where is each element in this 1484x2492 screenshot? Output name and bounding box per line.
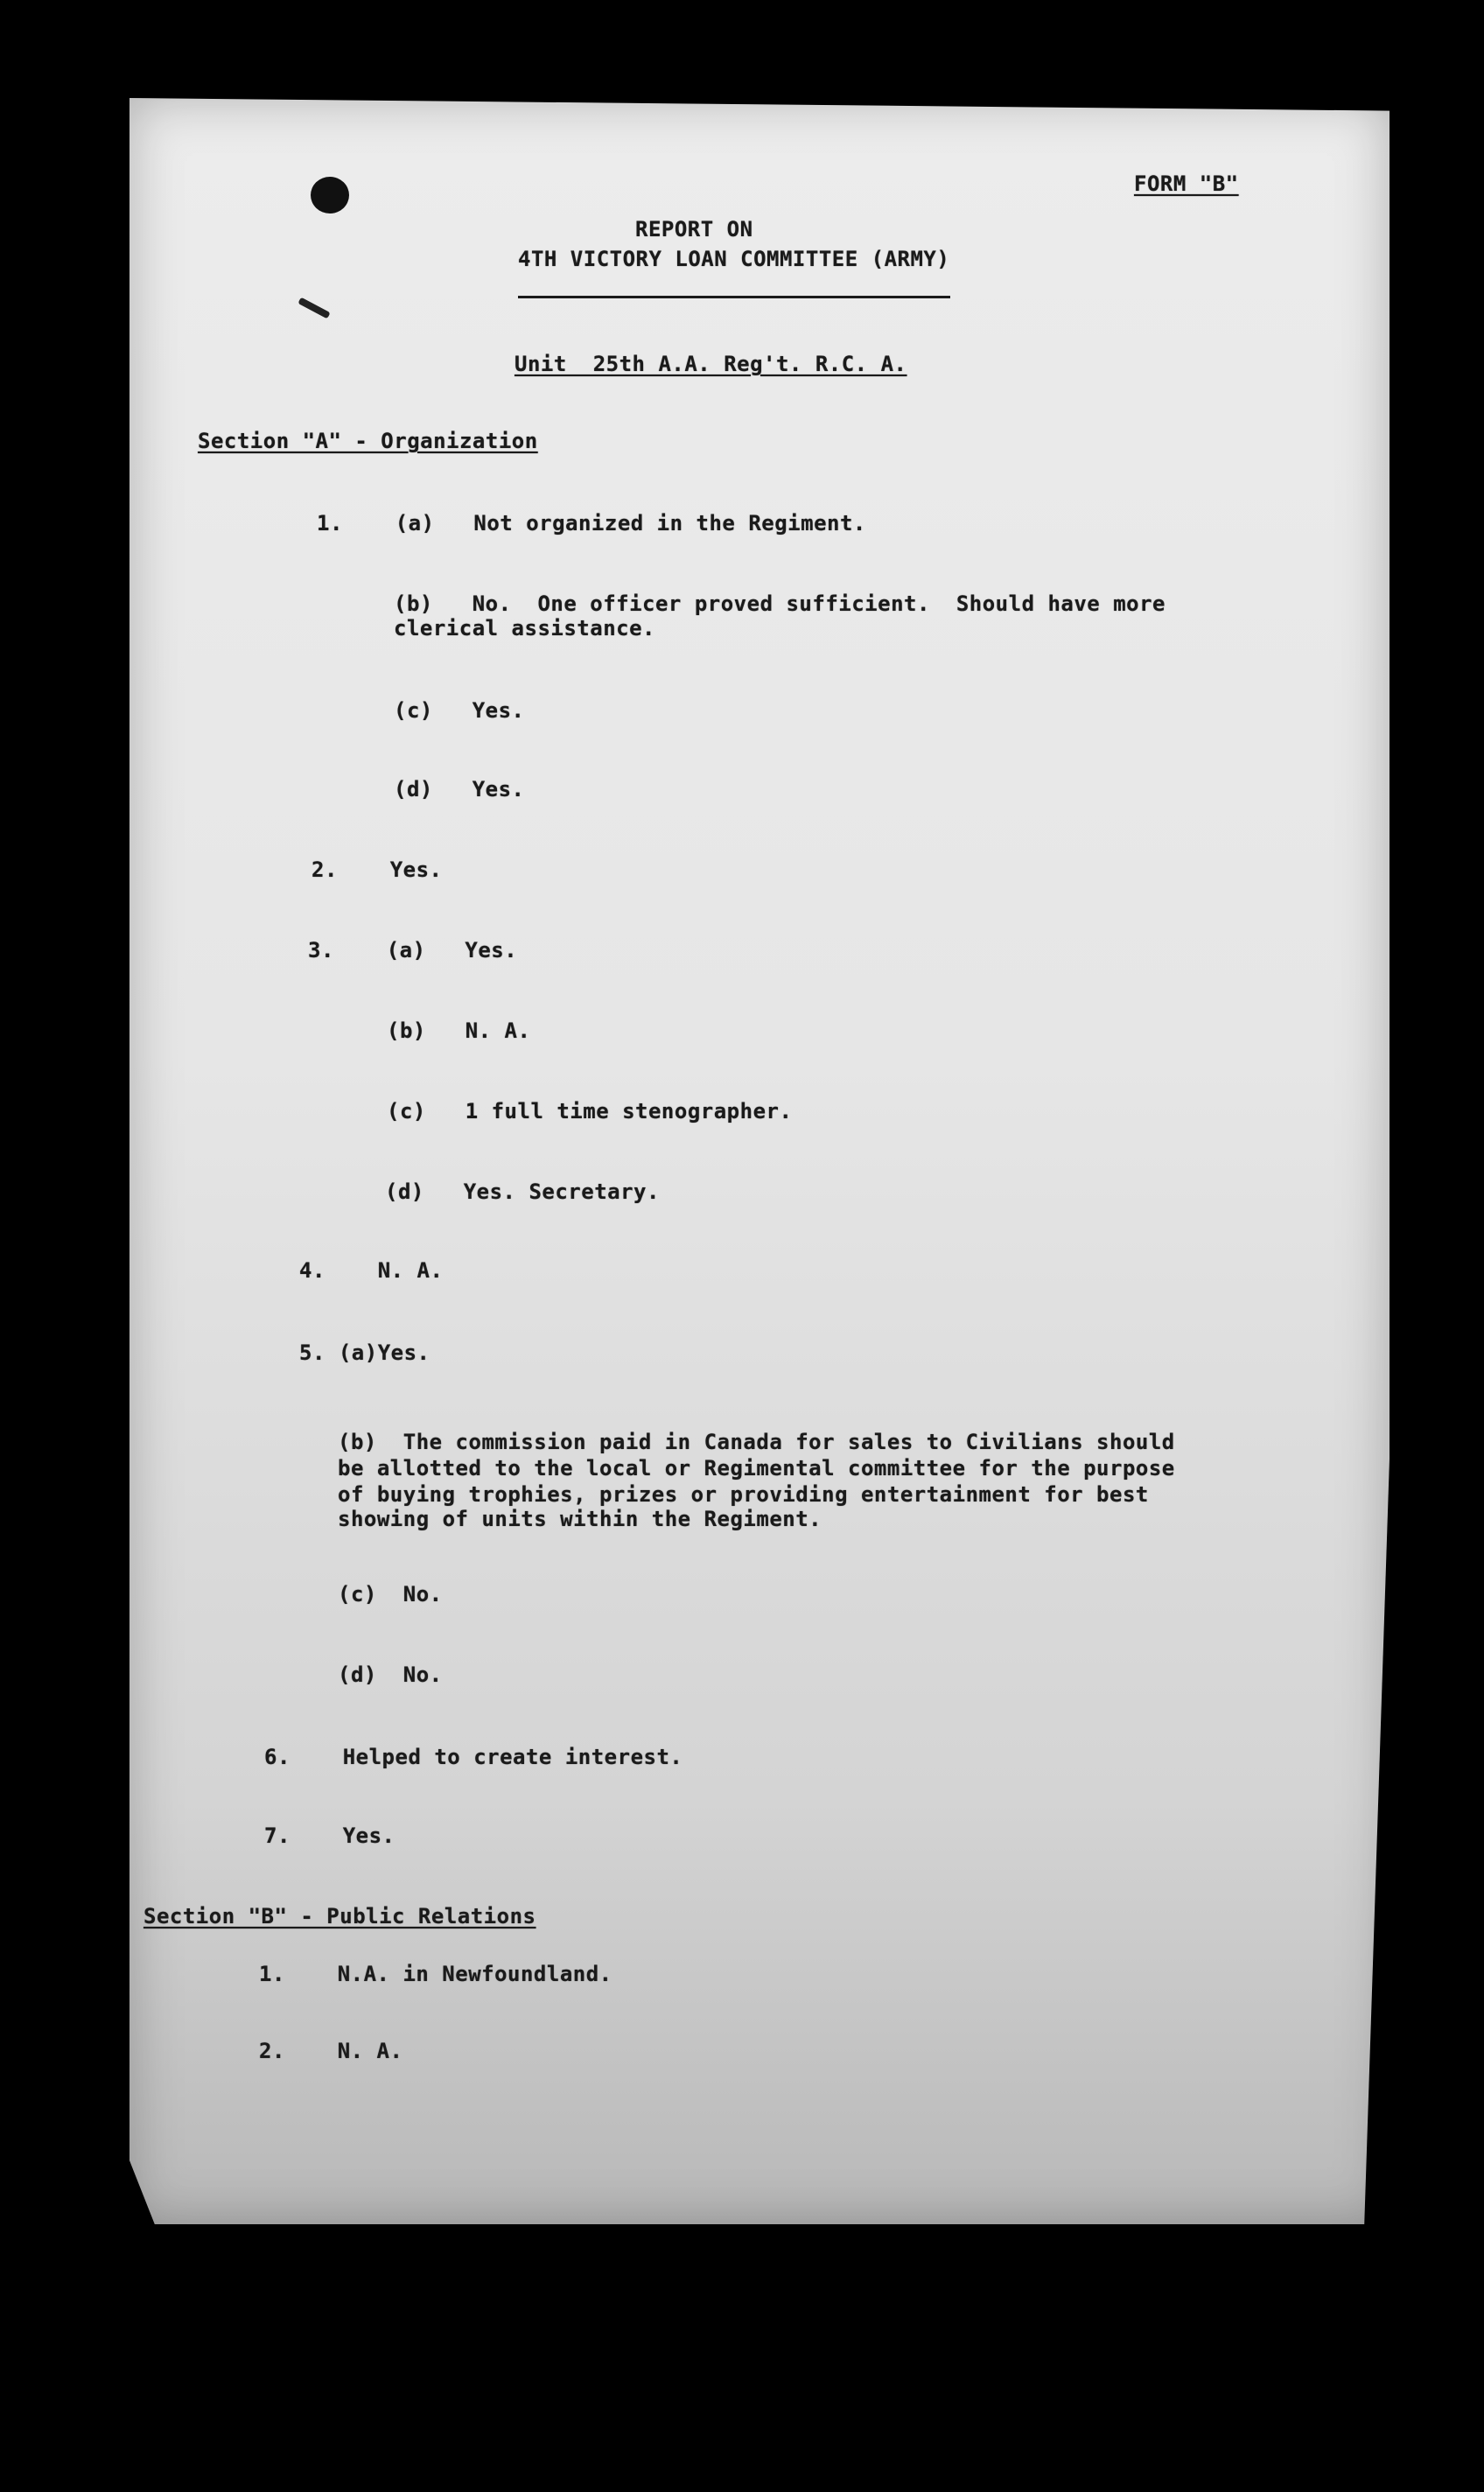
unit-line: Unit 25th A.A. Reg't. R.C. A. bbox=[514, 352, 907, 376]
item-1c: (c) Yes. bbox=[394, 698, 525, 723]
item-5d: (d) No. bbox=[338, 1662, 443, 1687]
item-3a: 3. (a) Yes. bbox=[308, 938, 518, 962]
section-a-title: Section "A" - Organization bbox=[198, 429, 538, 453]
item-3b: (b) N. A. bbox=[387, 1018, 531, 1043]
item-5b-line2: be allotted to the local or Regimental committee for the purpose bbox=[338, 1456, 1175, 1480]
title-rule bbox=[518, 296, 950, 298]
punch-hole bbox=[311, 177, 349, 214]
section-b-title: Section "B" - Public Relations bbox=[144, 1904, 536, 1928]
item-5b-line1: (b) The commission paid in Canada for sales to Civilians should bbox=[338, 1430, 1175, 1454]
form-label: FORM "B" bbox=[1134, 172, 1239, 196]
item-5b-line4: showing of units within the Regiment. bbox=[338, 1507, 822, 1531]
item-3c: (c) 1 full time stenographer. bbox=[387, 1099, 793, 1124]
item-4: 4. N. A. bbox=[299, 1258, 444, 1283]
item-5c: (c) No. bbox=[338, 1582, 443, 1606]
section-b-item-1: 1. N.A. in Newfoundland. bbox=[259, 1962, 612, 1986]
item-1b-line1: (b) No. One officer proved sufficient. Should have more bbox=[394, 592, 1166, 616]
item-5b-line3: of buying trophies, prizes or providing entertainment for best bbox=[338, 1482, 1149, 1507]
item-5a: 5. (a)Yes. bbox=[299, 1340, 430, 1365]
report-title-line2: 4TH VICTORY LOAN COMMITTEE (ARMY) bbox=[518, 247, 950, 271]
section-b-item-2: 2. N. A. bbox=[259, 2039, 403, 2063]
item-1d: (d) Yes. bbox=[394, 777, 525, 802]
item-7: 7. Yes. bbox=[264, 1824, 396, 1848]
item-3d: (d) Yes. Secretary. bbox=[385, 1180, 660, 1204]
item-1a: 1. (a) Not organized in the Regiment. bbox=[317, 511, 866, 536]
item-1b-line2: clerical assistance. bbox=[394, 616, 655, 640]
item-2: 2. Yes. bbox=[312, 858, 443, 882]
item-6: 6. Helped to create interest. bbox=[264, 1745, 683, 1769]
report-title-line1: REPORT ON bbox=[635, 217, 753, 242]
